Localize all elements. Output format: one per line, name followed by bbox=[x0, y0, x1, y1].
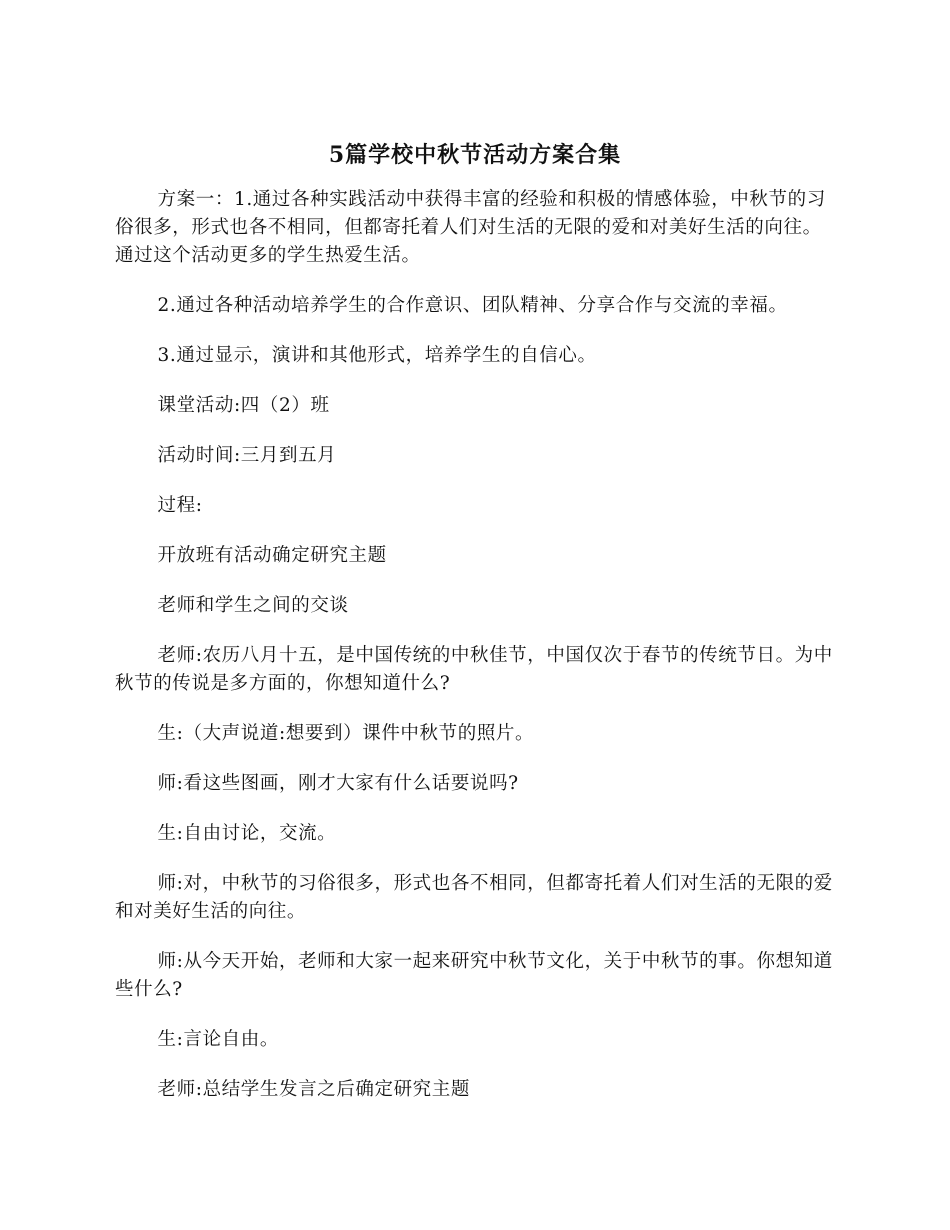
paragraph-student-3: 生:言论自由。 bbox=[157, 1029, 279, 1050]
paragraph-goal-3: 3.通过显示，演讲和其他形式，培养学生的自信心。 bbox=[157, 345, 597, 366]
paragraph-teacher-1: 老师:农历八月十五，是中国传统的中秋佳节，中国仅次于春节的传统节日。为中秋节的传说是多方面的，你想知道什么? bbox=[115, 645, 833, 694]
document-body bbox=[115, 186, 840, 1126]
paragraph-process: 过程: bbox=[157, 495, 203, 516]
paragraph-open-class: 开放班有活动确定研究主题 bbox=[157, 545, 387, 566]
paragraph-teacher-4: 师:从今天开始，老师和大家一起来研究中秋节文化，关于中秋节的事。你想知道些什么? bbox=[115, 951, 833, 1000]
paragraph-teacher-5: 老师:总结学生发言之后确定研究主题 bbox=[157, 1079, 470, 1100]
paragraph-class: 课堂活动:四（2）班 bbox=[157, 395, 330, 416]
paragraph-conversation: 老师和学生之间的交谈 bbox=[157, 595, 349, 616]
paragraph-plan-one-goal-1: 方案一：1.通过各种实践活动中获得丰富的经验和积极的情感体验，中秋节的习俗很多，形式也各不相同，但都寄托着人们对生活的无限的爱和对美好生活的向往。通过这个活动更多的学生热爱生活。 bbox=[115, 189, 826, 266]
paragraph-teacher-2: 师:看这些图画，刚才大家有什么话要说吗? bbox=[157, 773, 519, 794]
paragraph-student-2: 生:自由讨论，交流。 bbox=[157, 823, 337, 844]
paragraph-student-1: 生:（大声说道:想要到）课件中秋节的照片。 bbox=[157, 723, 535, 744]
document-title: 5篇学校中秋节活动方案合集 bbox=[328, 142, 622, 168]
paragraph-goal-2: 2.通过各种活动培养学生的合作意识、团队精神、分享合作与交流的幸福。 bbox=[157, 295, 788, 316]
paragraph-teacher-3: 师:对，中秋节的习俗很多，形式也各不相同，但都寄托着人们对生活的无限的爱和对美好生活的向往。 bbox=[115, 873, 833, 922]
paragraph-time: 活动时间:三月到五月 bbox=[157, 445, 337, 466]
